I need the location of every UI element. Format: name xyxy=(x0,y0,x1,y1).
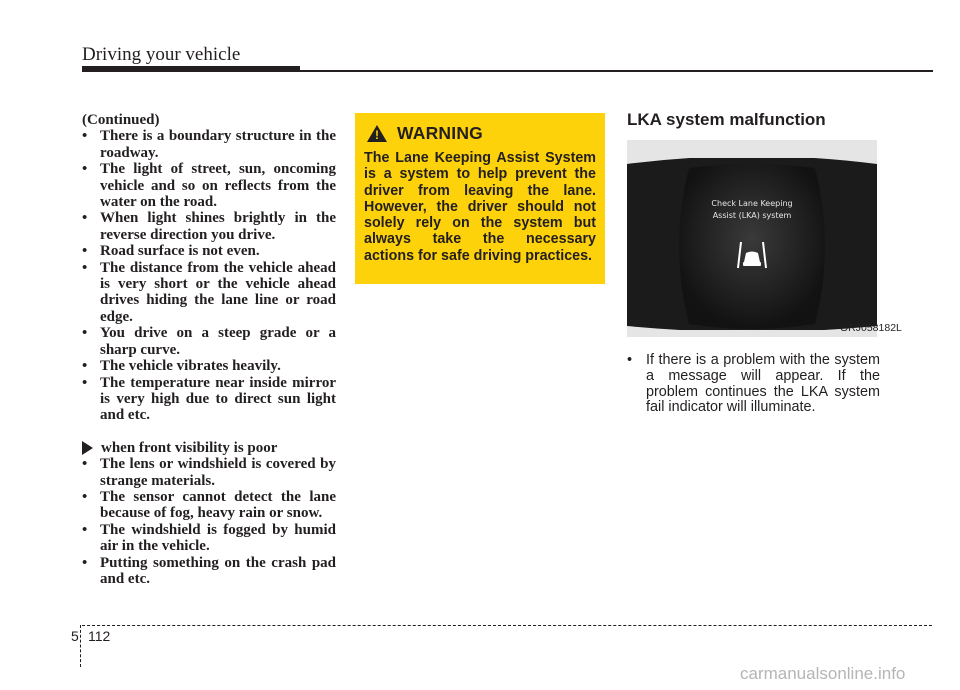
list-item: • The light of street, sun, oncoming vehicle and so on reflects from the water on the road. xyxy=(82,161,336,210)
warning-header xyxy=(367,120,596,146)
list-item: • The distance from the vehicle ahead is very short or the vehicle ahead drives hiding the lane line or road edge. xyxy=(82,260,336,326)
subheading-text: when front visibility is poor xyxy=(101,439,278,456)
visibility-subheading xyxy=(82,440,336,456)
visibility-list xyxy=(82,456,336,587)
condition-list xyxy=(82,128,336,423)
cluster-message-line2: Assist (LKA) system xyxy=(712,211,792,220)
right-column xyxy=(627,353,880,416)
watermark-text: carmanualsonline.info xyxy=(740,664,906,683)
list-item: • There is a boundary structure in the roadway. xyxy=(82,128,336,161)
malfunction-list xyxy=(627,353,880,416)
center-panel xyxy=(679,164,825,329)
page-header-title: Driving your vehicle xyxy=(82,44,241,65)
instrument-cluster-display xyxy=(627,158,877,330)
cluster-illustration xyxy=(627,140,877,337)
header-rule-thin xyxy=(300,70,933,72)
continued-label: (Continued) xyxy=(82,112,160,128)
chapter-number: 5 xyxy=(71,628,79,644)
page-number: 112 xyxy=(88,628,111,644)
list-item: • The windshield is fogged by humid air in the vehicle. xyxy=(82,522,336,555)
list-item: • You drive on a steep grade or a sharp curve. xyxy=(82,325,336,358)
list-item: • Road surface is not even. xyxy=(82,243,336,259)
warning-title: WARNING xyxy=(397,122,483,143)
list-item: • Putting something on the crash pad and etc. xyxy=(82,555,336,588)
cluster-message-line1: Check Lane Keeping xyxy=(711,199,793,208)
list-item: • The vehicle vibrates heavily. xyxy=(82,358,336,374)
list-item: • If there is a problem with the system a message will appear. If the problem continues the LKA system fail indicator will illuminate. xyxy=(627,353,880,416)
list-item: • The sensor cannot detect the lane because of fog, heavy rain or snow. xyxy=(82,489,336,522)
section-title: LKA system malfunction xyxy=(627,110,826,129)
arrow-right-icon xyxy=(82,441,93,455)
footer-divider xyxy=(80,625,81,667)
footer-rule xyxy=(82,625,932,626)
list-item: • The lens or windshield is covered by strange materials. xyxy=(82,456,336,489)
list-item: • The temperature near inside mirror is very high due to direct sun light and etc. xyxy=(82,375,336,424)
list-item: • When light shines brightly in the reverse direction you drive. xyxy=(82,210,336,243)
left-column xyxy=(82,112,336,587)
header-rule-thick xyxy=(82,66,300,72)
warning-triangle-icon: ! xyxy=(367,125,387,142)
warning-text: The Lane Keeping Assist System is a system to help prevent the driver from leaving the lane. However, the driver should not solely rely on the system but always take the necessary actions for safe driving practices. xyxy=(364,150,596,264)
warning-box xyxy=(355,113,605,284)
image-code: ORJ058182L xyxy=(840,322,902,334)
